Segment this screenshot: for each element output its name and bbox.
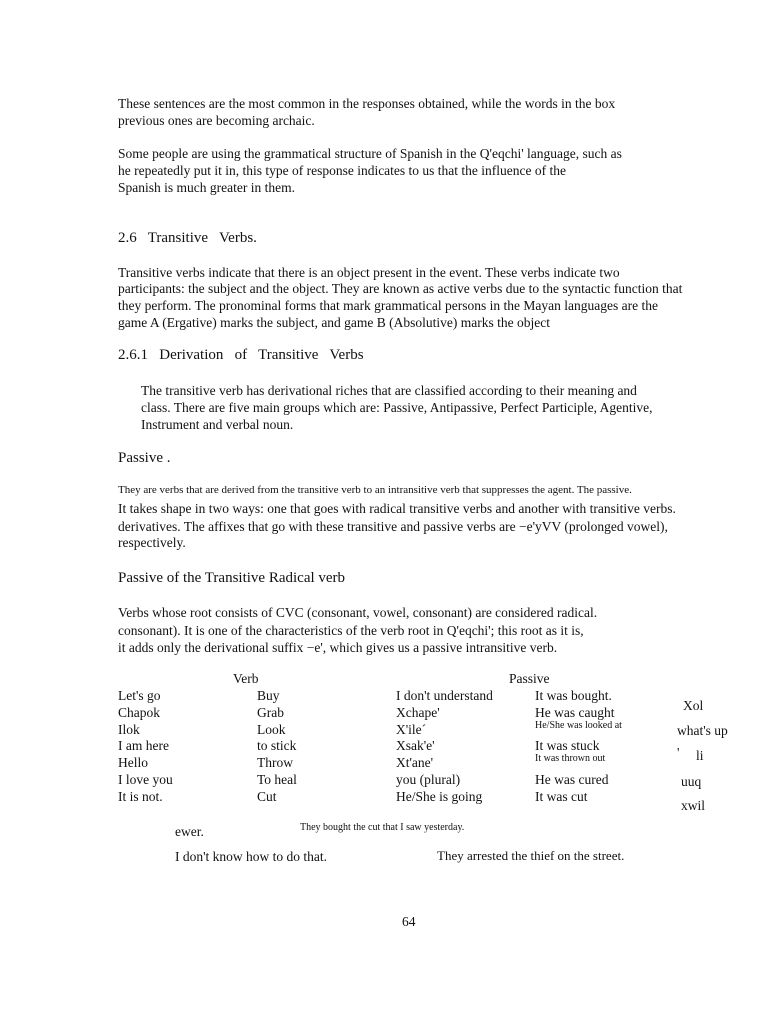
table-cell: Xsak'e' — [396, 738, 435, 753]
paragraph-3-line-2: participants: the subject and the object. They are known as active verbs due to the syntactic function that — [118, 281, 683, 296]
table-cell: It was bought. — [535, 688, 612, 703]
section-heading-2-6: 2.6 Transitive Verbs. — [118, 230, 257, 246]
paragraph-3-line-1: Transitive verbs indicate that there is an object present in the event. These verbs indicate two — [118, 265, 620, 280]
paragraph-5-line-2: It takes shape in two ways: one that goes with radical transitive verbs and another with transitive verbs. — [118, 501, 676, 516]
table-cell: Xol — [683, 698, 704, 713]
table-cell: Let's go — [118, 688, 161, 703]
table-cell: Xt'ane' — [396, 755, 434, 770]
example-ewer: ewer. — [175, 824, 204, 839]
paragraph-4-line-1: The transitive verb has derivational riches that are classified according to their meaning and — [141, 383, 637, 398]
paragraph-3-line-3: they perform. The pronominal forms that mark grammatical persons in the Mayan languages are the — [118, 298, 658, 313]
table-cell: Grab — [257, 705, 284, 720]
section-heading-2-6-1: 2.6.1 Derivation of Transitive Verbs — [118, 347, 364, 363]
table-cell: He/She is going — [396, 789, 483, 804]
table-cell: I don't understand — [396, 688, 493, 703]
paragraph-2-line-2: he repeatedly put it in, this type of response indicates to us that the influence of the — [118, 163, 566, 178]
table-cell: ' — [677, 745, 680, 760]
table-cell: you (plural) — [396, 772, 461, 787]
table-cell: Throw — [257, 755, 293, 770]
table-cell: He was cured — [535, 772, 609, 787]
table-cell: what's up — [677, 723, 728, 738]
paragraph-5-line-3: derivatives. The affixes that go with these transitive and passive verbs are −e'yVV (prolonged vowel), — [118, 519, 668, 534]
paragraph-4-line-3: Instrument and verbal noun. — [141, 417, 294, 432]
paragraph-5-line-4: respectively. — [118, 535, 186, 550]
paragraph-1-line-2: previous ones are becoming archaic. — [118, 113, 315, 128]
table-cell: I am here — [118, 738, 169, 753]
table-cell: Chapok — [118, 705, 160, 720]
table-cell: Ilok — [118, 722, 140, 737]
table-cell: He/She was looked at — [535, 720, 622, 731]
table-cell: I love you — [118, 772, 173, 787]
table-cell: Cut — [257, 789, 277, 804]
table-cell: xwil — [681, 798, 706, 813]
table-cell: Hello — [118, 755, 148, 770]
page-number: 64 — [402, 914, 416, 929]
table-cell: Xchape' — [396, 705, 440, 720]
table-header-verb: Verb — [233, 671, 259, 686]
table-cell: Look — [257, 722, 286, 737]
paragraph-1-line-1: These sentences are the most common in the responses obtained, while the words in the box — [118, 96, 616, 111]
paragraph-6-line-3: it adds only the derivational suffix −e', which gives us a passive intransitive verb. — [118, 640, 558, 655]
table-cell: To heal — [257, 772, 297, 787]
table-cell: to stick — [257, 738, 297, 753]
paragraph-2-line-3: Spanish is much greater in them. — [118, 180, 295, 195]
paragraph-4-line-2: class. There are five main groups which are: Passive, Antipassive, Perfect Participle, Agentive, — [141, 400, 653, 415]
table-cell: It was cut — [535, 789, 588, 804]
example-bought: They bought the cut that I saw yesterday. — [300, 822, 465, 833]
example-dont-know: I don't know how to do that. — [175, 849, 328, 864]
table-cell: li — [696, 748, 704, 763]
table-cell: Buy — [257, 688, 280, 703]
paragraph-3-line-4: game A (Ergative) marks the subject, and game B (Absolutive) marks the object — [118, 315, 551, 330]
table-cell: He was caught — [535, 705, 615, 720]
table-cell: It was thrown out — [535, 753, 606, 764]
paragraph-6-line-2: consonant). It is one of the characteristics of the verb root in Q'eqchi'; this root as it is, — [118, 623, 584, 638]
passive-heading: Passive . — [118, 450, 171, 466]
table-cell: It was stuck — [535, 738, 600, 753]
paragraph-5-line-1: They are verbs that are derived from the transitive verb to an intransitive verb that suppresses the agent. The passive. — [118, 484, 632, 496]
paragraph-6-line-1: Verbs whose root consists of CVC (consonant, vowel, consonant) are considered radical. — [118, 605, 598, 620]
passive-radical-heading: Passive of the Transitive Radical verb — [118, 570, 346, 586]
table-cell: uuq — [681, 774, 702, 789]
table-cell: X'ile´ — [396, 722, 427, 737]
example-arrested: They arrested the thief on the street. — [437, 848, 625, 863]
paragraph-2-line-1: Some people are using the grammatical structure of Spanish in the Q'eqchi' language, such as — [118, 146, 622, 161]
table-cell: It is not. — [118, 789, 163, 804]
table-header-passive: Passive — [509, 671, 550, 686]
